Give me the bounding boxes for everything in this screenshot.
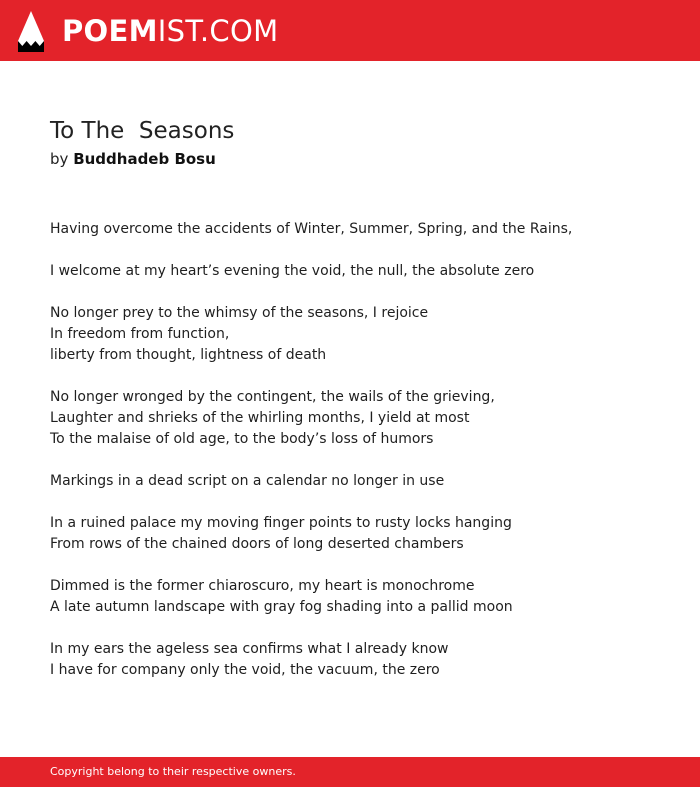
poem-stanza bbox=[50, 471, 670, 492]
poem-body bbox=[50, 219, 670, 702]
poem-stanza bbox=[50, 219, 670, 240]
poem-line: From rows of the chained doors of long deserted chambers bbox=[50, 536, 464, 552]
poem-stanza bbox=[50, 513, 670, 555]
poem-stanza bbox=[50, 576, 670, 618]
poem-line: In my ears the ageless sea confirms what I already know bbox=[50, 641, 449, 657]
copyright-notice: Copyright belong to their respective owners. bbox=[50, 765, 296, 778]
poem-byline bbox=[50, 148, 216, 170]
poem-line: In freedom from function, bbox=[50, 326, 230, 342]
poem-stanza bbox=[50, 303, 670, 366]
pencil-icon bbox=[18, 11, 44, 52]
poem-line: In a ruined palace my moving finger points to rusty locks hanging bbox=[50, 515, 512, 531]
poem-line: I welcome at my heart’s evening the void, the null, the absolute zero bbox=[50, 263, 535, 279]
poem-stanza bbox=[50, 387, 670, 450]
poem-line: I have for company only the void, the vacuum, the zero bbox=[50, 662, 440, 678]
poem-title: To The Seasons bbox=[50, 118, 235, 144]
logo-text-bold: POEM bbox=[62, 13, 158, 48]
poem-line: liberty from thought, lightness of death bbox=[50, 347, 327, 363]
poem-line: Markings in a dead script on a calendar no longer in use bbox=[50, 473, 445, 489]
poem-stanza bbox=[50, 639, 670, 681]
author-name: Buddhadeb Bosu bbox=[73, 150, 216, 168]
poem-line: No longer prey to the whimsy of the seasons, I rejoice bbox=[50, 305, 429, 321]
poem-line: No longer wronged by the contingent, the wails of the grieving, bbox=[50, 389, 495, 405]
site-logo-link[interactable] bbox=[18, 10, 278, 52]
poem-line: Dimmed is the former chiaroscuro, my heart is monochrome bbox=[50, 578, 475, 594]
logo-wordmark bbox=[62, 13, 279, 48]
poem-line: Having overcome the accidents of Winter, Summer, Spring, and the Rains, bbox=[50, 221, 573, 237]
poem-line: To the malaise of old age, to the body’s loss of humors bbox=[50, 431, 434, 447]
poem-stanza bbox=[50, 261, 670, 282]
site-header bbox=[0, 0, 700, 61]
logo-text-light: IST.COM bbox=[157, 13, 279, 48]
poem-line: A late autumn landscape with gray fog shading into a pallid moon bbox=[50, 599, 513, 615]
site-footer bbox=[0, 757, 700, 787]
by-label: by bbox=[50, 150, 69, 168]
poem-line: Laughter and shrieks of the whirling months, I yield at most bbox=[50, 410, 470, 426]
